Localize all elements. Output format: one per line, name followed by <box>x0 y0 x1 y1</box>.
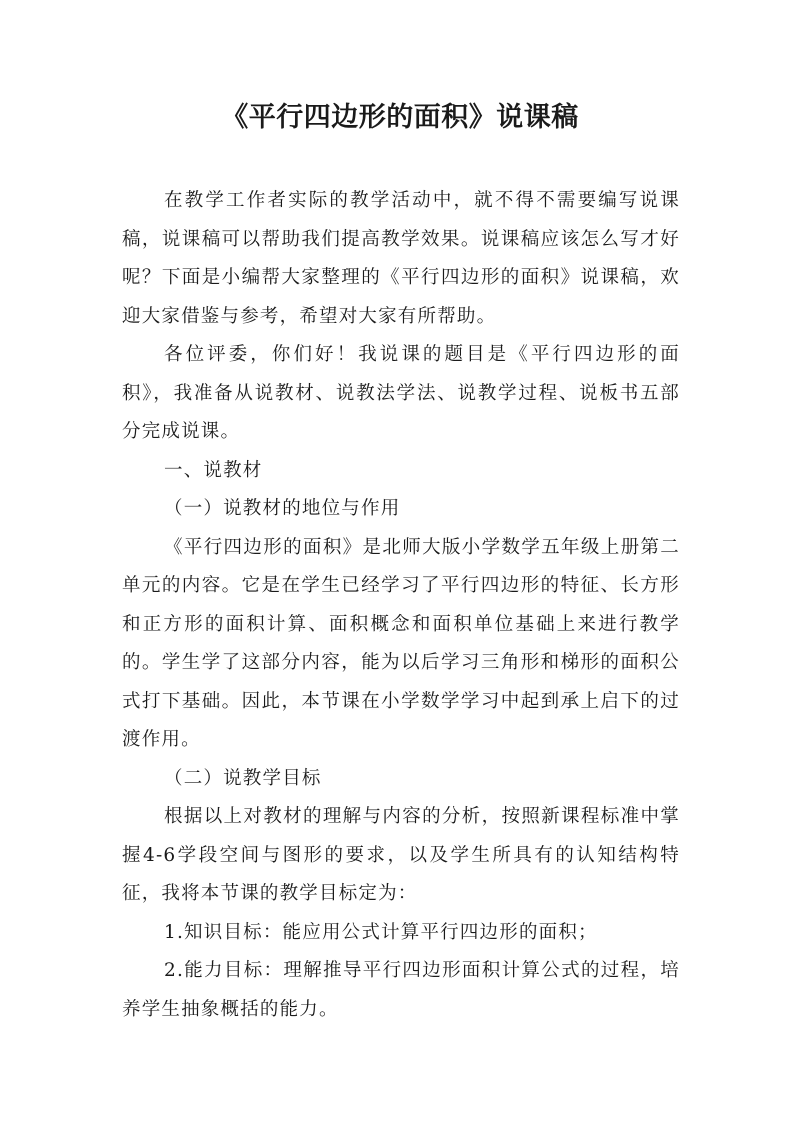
greeting-paragraph: 各位评委，你们好！我说课的题目是《平行四边形的面积》，我准备从说教材、说教法学法、说教学过程、说板书五部分完成说课。 <box>122 344 680 442</box>
knowledge-goal-item: 1.知识目标：能应用公式计算平行四边形的面积； <box>164 921 598 943</box>
document-body <box>122 182 680 1029</box>
goals-intro-paragraph: 根据以上对教材的理解与内容的分析，按照新课程标准中掌握4-6学段空间与图形的要求，以及学生所具有的认知结构特征，我将本节课的教学目标定为： <box>122 806 680 904</box>
intro-paragraph: 在教学工作者实际的教学活动中，就不得不需要编写说课稿，说课稿可以帮助我们提高教学效果。说课稿应该怎么写才好呢？下面是小编帮大家整理的《平行四边形的面积》说课稿，欢迎大家借鉴与参考，希望对大家有所帮助。 <box>122 190 680 327</box>
subsection-heading-role: （一）说教材的地位与作用 <box>164 498 401 519</box>
ability-goal-item: 2.能力目标：理解推导平行四边形面积计算公式的过程，培养学生抽象概括的能力。 <box>122 960 680 1020</box>
section-heading-textbook: 一、说教材 <box>164 459 263 481</box>
subsection-heading-goals: （二）说教学目标 <box>164 767 322 789</box>
document-title: 《平行四边形的面积》说课稿 <box>221 102 579 133</box>
textbook-role-paragraph: 《平行四边形的面积》是北师大版小学数学五年级上册第二单元的内容。它是在学生已经学习了平行四边形的特征、长方形和正方形的面积计算、面积概念和面积单位基础上来进行教学的。学生学了这部分内容，能为以后学习三角形和梯形的面积公式打下基础。因此，本节课在小学数学学习中起到承上启下的过渡作用。 <box>122 536 680 750</box>
